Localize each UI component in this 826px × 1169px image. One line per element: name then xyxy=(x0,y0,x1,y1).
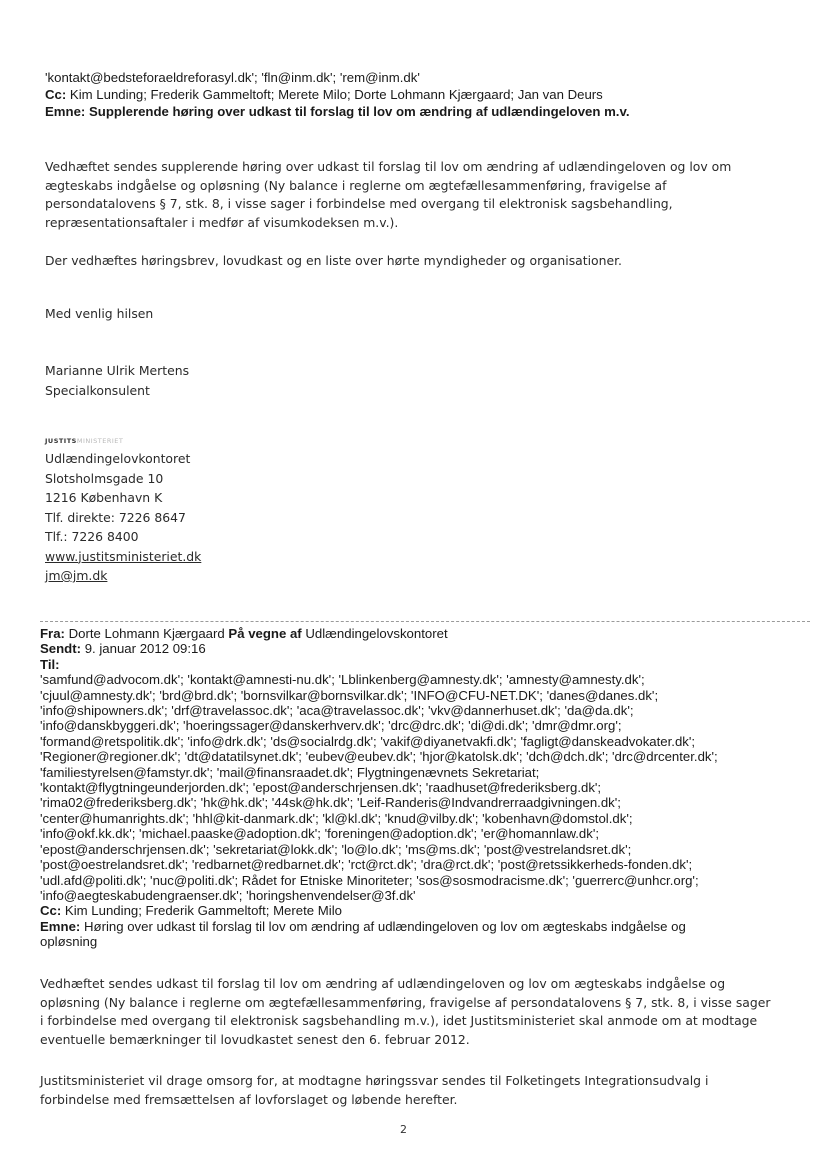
sent-label: Sendt: xyxy=(40,641,82,657)
cc-line xyxy=(45,86,603,103)
org-address xyxy=(45,449,201,586)
recipient-line: 'post@oestrelandsret.dk'; 'redbarnet@redbarnet.dk'; 'rct@rct.dk'; 'dra@rct.dk'; 'post@retssikkerheds-fonden.dk'; xyxy=(40,857,693,873)
second-email-header xyxy=(40,626,718,950)
recipient-line: 'info@okf.kk.dk'; 'michael.paaske@adoption.dk'; 'foreningen@adoption.dk'; 'er@homannlaw.dk'; xyxy=(40,826,600,842)
subject-label: Emne: xyxy=(45,104,86,119)
recipient-line: 'info@aegteskabudengraenser.dk'; 'horingshenvendelser@3f.dk' xyxy=(40,887,416,903)
cc-label-2: Cc: xyxy=(40,903,62,919)
org-line: Tlf.: 7226 8400 xyxy=(45,529,139,544)
recipient-line: 'formand@retspolitik.dk'; 'info@drk.dk'; 'ds@socialrdg.dk'; 'vakif@diyanetvakfi.dk'; 'fagligt@danskeadvokater.dk'; xyxy=(40,733,696,749)
cc-value-2: Kim Lunding; Frederik Gammeltoft; Merete Milo xyxy=(64,903,342,919)
greeting: Med venlig hilsen xyxy=(45,306,154,321)
email-link[interactable]: jm@jm.dk xyxy=(45,568,108,583)
recipient-line: 'info@shipowners.dk'; 'drf@travelassoc.dk'; 'aca@travelassoc.dk'; 'vkv@dannerhuset.dk'; 'da@da.dk'; xyxy=(40,703,634,719)
to-line-first xyxy=(40,657,718,688)
body-line: eventuelle bemærkninger til lovudkastet senest den 6. februar 2012. xyxy=(40,1031,470,1047)
first-email-body xyxy=(45,158,731,232)
subject-line-2 xyxy=(40,919,718,934)
page-number: 2 xyxy=(400,1123,407,1136)
logo-strong-text: JUSTITS xyxy=(45,437,77,445)
from-line xyxy=(40,626,718,641)
to-recipients xyxy=(40,657,718,904)
recipient-line: 'udl.afd@politi.dk'; 'nuc@politi.dk'; Rådet for Etniske Minoriteter; 'sos@sosmodracisme.dk'; 'guerrerc@unhcr.org'; xyxy=(40,872,699,888)
on-behalf-label: På vegne af xyxy=(228,626,302,641)
from-value: Dorte Lohmann Kjærgaard xyxy=(68,626,225,641)
subject-value-2a: Høring over udkast til forslag til lov om ændring af udlændingeloven og lov om ægteskabs indgåelse og xyxy=(83,918,686,934)
org-line: Slotsholmsgade 10 xyxy=(45,470,164,486)
sent-value: 9. januar 2012 09:16 xyxy=(84,641,206,657)
recipient-line: 'cjuul@amnesty.dk'; 'brd@brd.dk'; 'bornsvilkar@bornsvilkar.dk'; 'INFO@CFU-NET.DK'; 'danes@danes.dk'; xyxy=(40,687,659,703)
body-line: repræsentationsaftaler i medfør af visumkodeksen m.v.). xyxy=(45,214,399,230)
recipient-line: 'epost@anderschrjensen.dk'; 'sekretariat@lokk.dk'; 'lo@lo.dk'; 'ms@ms.dk'; 'post@vestrelandsret.dk'; xyxy=(40,841,632,857)
recipient-line: 'info@danskbyggeri.dk'; 'hoeringssager@danskerhverv.dk'; 'drc@drc.dk'; 'di@di.dk'; 'dmr@dmr.org'; xyxy=(40,718,622,734)
recipient-line: 'kontakt@flygtningeunderjorden.dk'; 'epost@anderschrjensen.dk'; 'raadhuset@frederiksberg.dk'; xyxy=(40,780,602,796)
body-line: forbindelse med fremsættelsen af lovforslaget og løbende herefter. xyxy=(40,1091,458,1107)
to-continuation xyxy=(45,69,420,86)
body-line: opløsning (Ny balance i reglerne om ægtefællesammenføring, fravigelse af persondatalovens § 7, stk. 8, i visse sager xyxy=(40,994,771,1010)
second-email-body-1 xyxy=(40,975,770,1049)
recipient-line: 'rima02@frederiksberg.dk'; 'hk@hk.dk'; '44sk@hk.dk'; 'Leif-Randeris@Indvandrerraadgivningen.dk'; xyxy=(40,795,621,811)
signature-block xyxy=(45,361,189,400)
ministry-logo xyxy=(45,437,123,445)
body-line: Vedhæftet sendes supplerende høring over udkast til forslag til lov om ændring af udlændingeloven og lov om xyxy=(45,159,732,174)
subject-line-2-cont: opløsning xyxy=(40,934,98,950)
subject-label-2: Emne: xyxy=(40,918,81,934)
body-line: persondatalovens § 7, stk. 8, i visse sager i forbindelse med overgang til elektronisk sagsbehandling, xyxy=(45,196,673,211)
recipient-line: 'samfund@advocom.dk'; 'kontakt@amnesti-nu.dk'; 'Lblinkenberg@amnesty.dk'; 'amnesty@amnesty.dk'; xyxy=(40,672,645,688)
sender-name: Marianne Ulrik Mertens xyxy=(45,363,190,378)
second-email-body-2 xyxy=(40,1072,708,1109)
org-line: Tlf. direkte: 7226 8647 xyxy=(45,509,186,525)
body-line: ægteskabs indgåelse og opløsning (Ny balance i reglerne om ægtefællesammenføring, fravigelse af xyxy=(45,177,667,193)
org-line: 1216 København K xyxy=(45,490,163,505)
website-link[interactable]: www.justitsministeriet.dk xyxy=(45,548,202,564)
body-line: i forbindelse med overgang til elektronisk sagsbehandling m.v.), idet Justitsministeriet skal anmode om at modtage xyxy=(40,1013,758,1028)
subject-line xyxy=(45,103,629,120)
from-label: Fra: xyxy=(40,626,65,641)
recipient-line: 'center@humanrights.dk'; 'hhl@kit-danmark.dk'; 'kl@kl.dk'; 'knud@vilby.dk'; 'kobenhavn@domstol.dk'; xyxy=(40,810,633,826)
on-behalf-value: Udlændingelovskontoret xyxy=(305,626,448,641)
cc-line-2 xyxy=(40,903,718,918)
body-line: Vedhæftet sendes udkast til forslag til lov om ændring af udlændingeloven og lov om ægteskabs indgåelse og xyxy=(40,976,726,991)
subject-value: Supplerende høring over udkast til forslag til lov om ændring af udlændingeloven m.v. xyxy=(88,104,630,119)
cc-label: Cc: xyxy=(45,87,67,102)
attachment-line: Der vedhæftes høringsbrev, lovudkast og en liste over hørte myndigheder og organisationer. xyxy=(45,253,622,268)
recipient-line: 'Regioner@regioner.dk'; 'dt@datatilsynet.dk'; 'eubev@eubev.dk'; 'hjor@katolsk.dk'; 'dch@dch.dk'; 'drc@drcenter.dk'; xyxy=(40,749,718,765)
logo-faint-text: MINISTERIET xyxy=(76,437,124,445)
to-label: Til: xyxy=(40,656,60,672)
org-line: Udlændingelovkontoret xyxy=(45,451,191,466)
cc-value: Kim Lunding; Frederik Gammeltoft; Merete Milo; Dorte Lohmann Kjærgaard; Jan van Deurs xyxy=(69,87,603,102)
to-continuation-text: 'kontakt@bedsteforaeldreforasyl.dk'; 'fln@inm.dk'; 'rem@inm.dk' xyxy=(45,70,420,85)
sender-title: Specialkonsulent xyxy=(45,382,150,398)
body-line: Justitsministeriet vil drage omsorg for, at modtagne høringssvar sendes til Folketingets Integrationsudvalg i xyxy=(40,1073,709,1088)
recipient-line: 'familiestyrelsen@famstyr.dk'; 'mail@finansraadet.dk'; Flygtningenævnets Sekretariat; xyxy=(40,764,540,780)
sent-line xyxy=(40,641,718,656)
email-divider xyxy=(40,621,810,622)
